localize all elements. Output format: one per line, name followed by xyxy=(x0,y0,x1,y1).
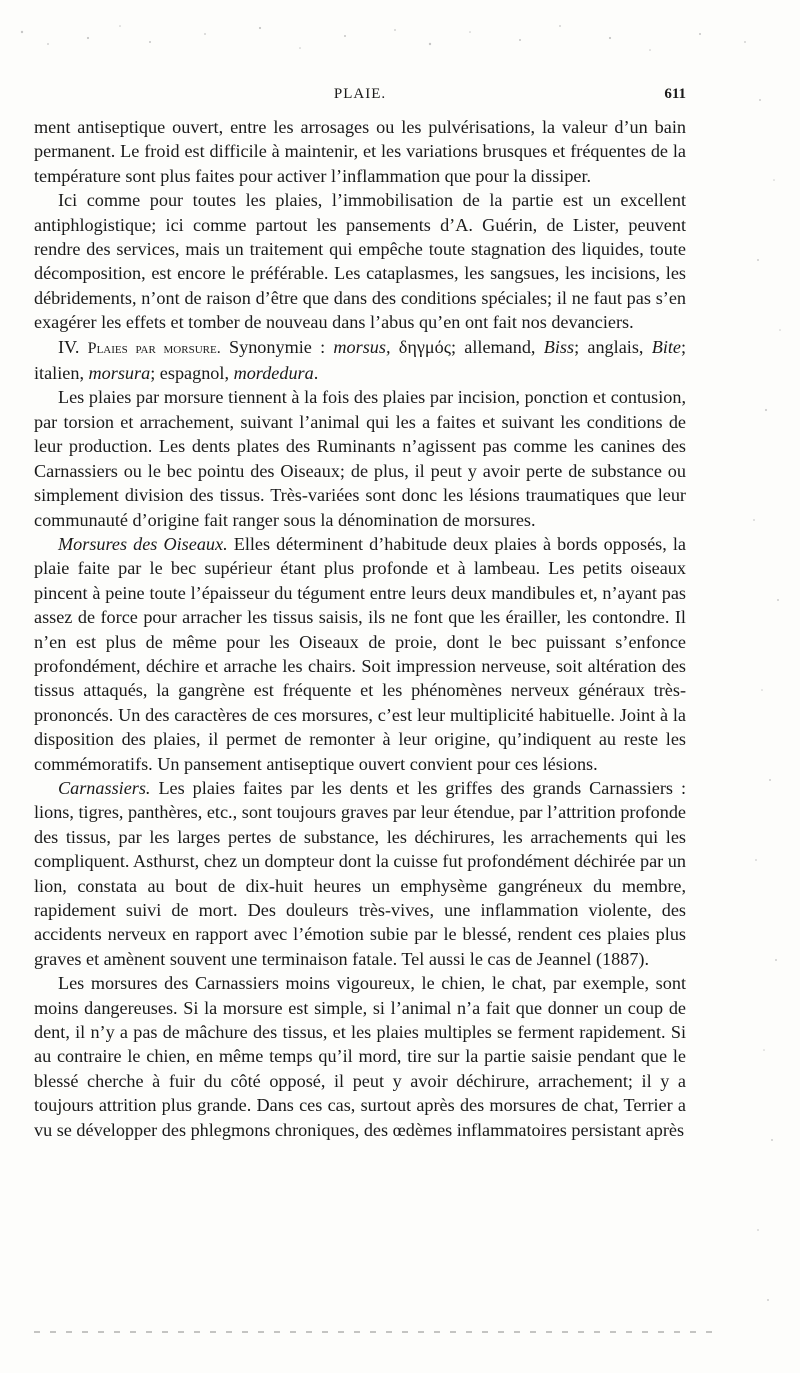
english-term: Bite xyxy=(651,336,682,357)
paragraph: Les plaies par morsure tiennent à la fois des plaies par incision, ponction et contusion, par torsion et arrachement, suivant l’animal qui les a faites et suivant les conditions de leur production. Les dents plates des Ruminants n’agissent pas comme les canines des Carnassiers ou le bec pointu des Oiseaux; de plus, il peut y avoir perte de substance ou simplement division des tissus. Très-variées sont donc les lésions traumatiques que leur communauté d’origine fait ranger sous la dénomination de morsures. xyxy=(34,387,686,530)
greek-term: δηγμός xyxy=(398,336,451,357)
footer-scan-rule xyxy=(34,1328,714,1336)
subsection-lead: Carnassiers. xyxy=(58,777,151,798)
subsection-lead: Morsures des Oiseaux. xyxy=(58,533,228,554)
running-title: PLAIE. xyxy=(333,86,387,102)
paragraph xyxy=(34,532,686,776)
section-heading-paragraph xyxy=(34,335,686,386)
separator: ; espagnol, xyxy=(150,363,230,384)
separator: ; anglais, xyxy=(574,336,644,357)
paragraph xyxy=(34,776,686,971)
body-text xyxy=(34,115,686,1142)
section-title: Plaies par morsure. xyxy=(87,339,221,357)
period: . xyxy=(313,363,319,384)
paragraph: Ici comme pour toutes les plaies, l’immobilisation de la partie est un excellent antiphlogistique; ici comme partout les pansements d’A. Guérin, de Lister, peuvent rendre des services, mais un traitement qui empêche toute stagnation des liquides, toute décomposition, est encore le préférable. Les cataplasmes, les sangsues, les incisions, les débridements, n’ont de raison d’être que dans des conditions spéciales; il ne faut pas s’en exagérer les effets et tomber de nouveau dans l’abus qu’en ont fait nos devanciers. xyxy=(34,190,686,333)
separator: ; italien, xyxy=(34,336,687,384)
latin-term: morsus, xyxy=(333,336,391,357)
separator: ; allemand, xyxy=(450,336,536,357)
synonymie-label: Synonymie : xyxy=(228,336,326,357)
german-term: Biss xyxy=(543,336,575,357)
italian-term: morsura xyxy=(88,363,151,384)
page-header xyxy=(34,86,686,112)
section-numeral: IV. xyxy=(58,336,80,357)
paragraph: Les morsures des Carnassiers moins vigoureux, le chien, le chat, par exemple, sont moins dangereuses. Si la morsure est simple, si l’animal n’a fait que donner un coup de dent, il n’y a pas de mâchure des tissus, et les plaies multiples se ferment rapidement. Si au contraire le chien, en même temps qu’il mord, tire sur la partie saisie pendant que le blessé cherche à fuir du côté opposé, il peut y avoir déchirure, arrachement; il y a toujours attrition plus grande. Dans ces cas, surtout après des morsures de chat, Terrier a vu se développer des phlegmons chroniques, des œdèmes inflammatoires persistant après xyxy=(34,973,686,1140)
paragraph-text: Elles déterminent d’habitude deux plaies à bords opposés, la plaie faite par le bec supérieur étant plus profonde et à lambeau. Les petits oiseaux pincent à peine toute l’épaisseur du tégument entre leurs deux mandibules et, n’ayant pas assez de force pour arracher les tissus saisis, ils ne font que les érailler, les contondre. Il n’en est plus de même pour les Oiseaux de proie, dont le bec puissant s’enfonce profondément, déchire et arrache les chairs. Soit impression nerveuse, soit altération des tissus attaqués, la gangrène est fréquente et les phénomènes nerveux généraux très-prononcés. Un des caractères de ces morsures, c’est leur multiplicité habituelle. Joint à la disposition des plaies, il permet de remonter à leur origine, qu’indiquent au reste les commémoratifs. Un pansement antiseptique ouvert convient pour ces lésions. xyxy=(34,533,687,774)
page xyxy=(34,0,686,1373)
spanish-term: mordedura xyxy=(233,363,314,384)
page-number: 611 xyxy=(664,86,686,102)
paragraph: ment antiseptique ouvert, entre les arrosages ou les pulvérisations, la valeur d’un bain permanent. Le froid est difficile à maintenir, et les variations brusques et fréquentes de la température sont plus faites pour activer l’inflammation que pour la dissiper. xyxy=(34,117,686,186)
scan-noise-right-edge xyxy=(740,0,800,1373)
paragraph-text: Les plaies faites par les dents et les griffes des grands Carnassiers : lions, tigres, panthères, etc., sont toujours graves par leur étendue, par l’attrition profonde des tissus, par les larges pertes de substance, les déchirures, les arrachements qui les compliquent. Asthurst, chez un dompteur dont la cuisse fut profondément déchirée par un lion, constata au bout de dix-huit heures un emphysème gangréneux du membre, rapidement suivi de mort. Des douleurs très-vives, une inflammation violente, des accidents nerveux en rapport avec l’émotion subie par le blessé, rendent ces plaies plus graves et amènent souvent une terminaison fatale. Tel aussi le cas de Jeannel (1887). xyxy=(34,777,686,969)
